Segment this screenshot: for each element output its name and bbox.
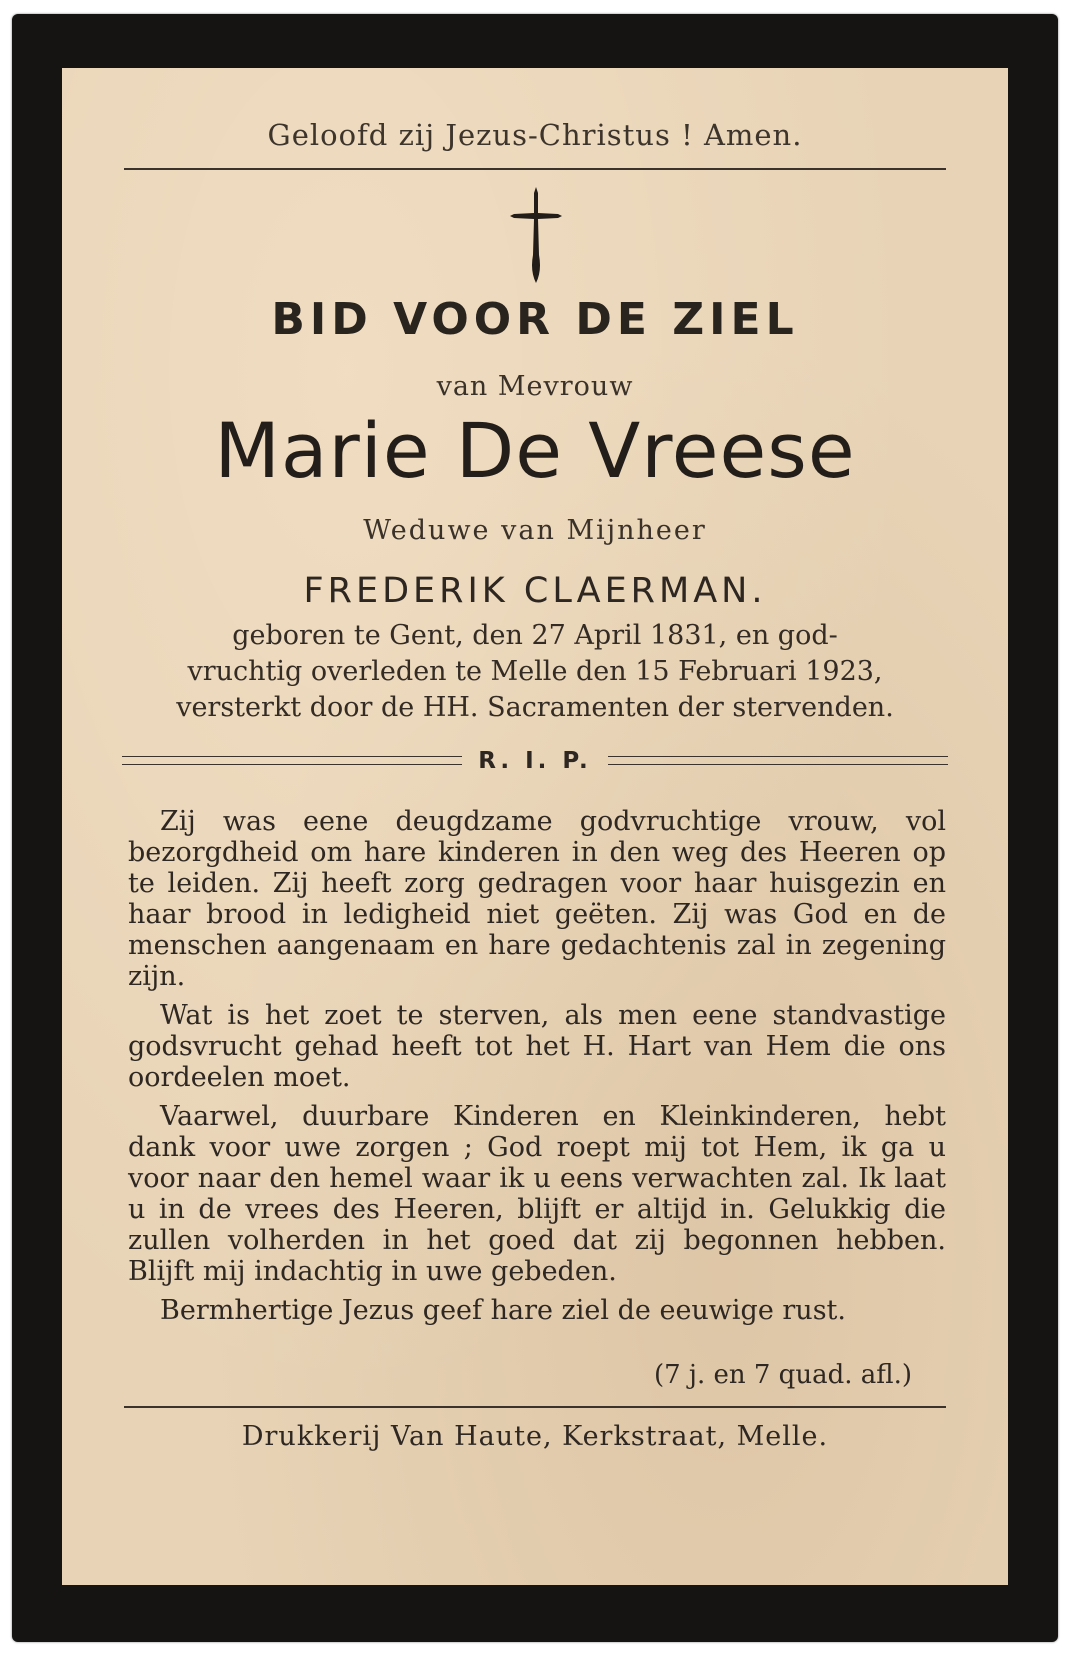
paragraph: Bermhertige Jezus geef hare ziel de eeuwige rust. bbox=[160, 1295, 846, 1326]
card-text bbox=[128, 806, 946, 1334]
rip-rule-right-bottom bbox=[608, 764, 948, 765]
indulgence-note: (7 j. en 7 quad. afl.) bbox=[653, 1360, 912, 1390]
rip-label: R. I. P. bbox=[478, 748, 592, 774]
paragraph: Vaarwel, duurbare Kinderen en Kleinkinderen, hebt dank voor uwe zorgen ; God roept mij tot Hem, ik ga u voor naar den hemel waar ik u eens verwachten zal. Ik laat u in de vrees des Heeren, blijft er altijd in. Gelukkig die zullen volherden in het goed dat zij begonnen hebben. Blijft mij indachtig in uwe gebeden. bbox=[128, 1101, 946, 1287]
husband-name: FREDERIK CLAERMAN. bbox=[303, 571, 767, 611]
paragraph: Wat is het zoet te sterven, als men eene standvastige godsvrucht gehad heeft tot het H. Hart van Hem die ons oordeelen moet. bbox=[128, 1000, 946, 1093]
birth-line: versterkt door de HH. Sacramenten der stervenden. bbox=[176, 692, 894, 723]
header-prayer: Geloofd zij Jezus-Christus ! Amen. bbox=[267, 118, 803, 152]
paragraph: Zij was eene deugdzame godvruchtige vrouw, vol bezorgdheid om hare kinderen in den weg des Heeren op te leiden. Zij heeft zorg gedragen voor haar huisgezin en haar brood in ledigheid niet geëten. Zij was God en de menschen aangenaam en hare gedachtenis zal in zegening zijn. bbox=[128, 806, 946, 992]
memorial-card bbox=[62, 68, 1008, 1585]
page-title: BID VOOR DE ZIEL bbox=[271, 294, 799, 345]
printer-credit: Drukkerij Van Haute, Kerkstraat, Melle. bbox=[241, 1421, 829, 1452]
birth-line: geboren te Gent, den 27 April 1831, en god- bbox=[232, 620, 838, 651]
footer-divider bbox=[124, 1406, 946, 1408]
rip-divider bbox=[122, 744, 948, 784]
birth-death-details bbox=[62, 618, 1008, 726]
cross-icon bbox=[508, 185, 564, 285]
widow-caption: Weduwe van Mijnheer bbox=[363, 515, 707, 546]
deceased-name: Marie De Vreese bbox=[214, 406, 856, 495]
title-subcaption: van Mevrouw bbox=[436, 371, 634, 402]
mourning-card-border bbox=[12, 14, 1058, 1642]
rip-rule-right-top bbox=[608, 756, 948, 757]
header-divider bbox=[124, 168, 946, 170]
birth-line: vruchtig overleden te Melle den 15 Februari 1923, bbox=[187, 656, 883, 687]
